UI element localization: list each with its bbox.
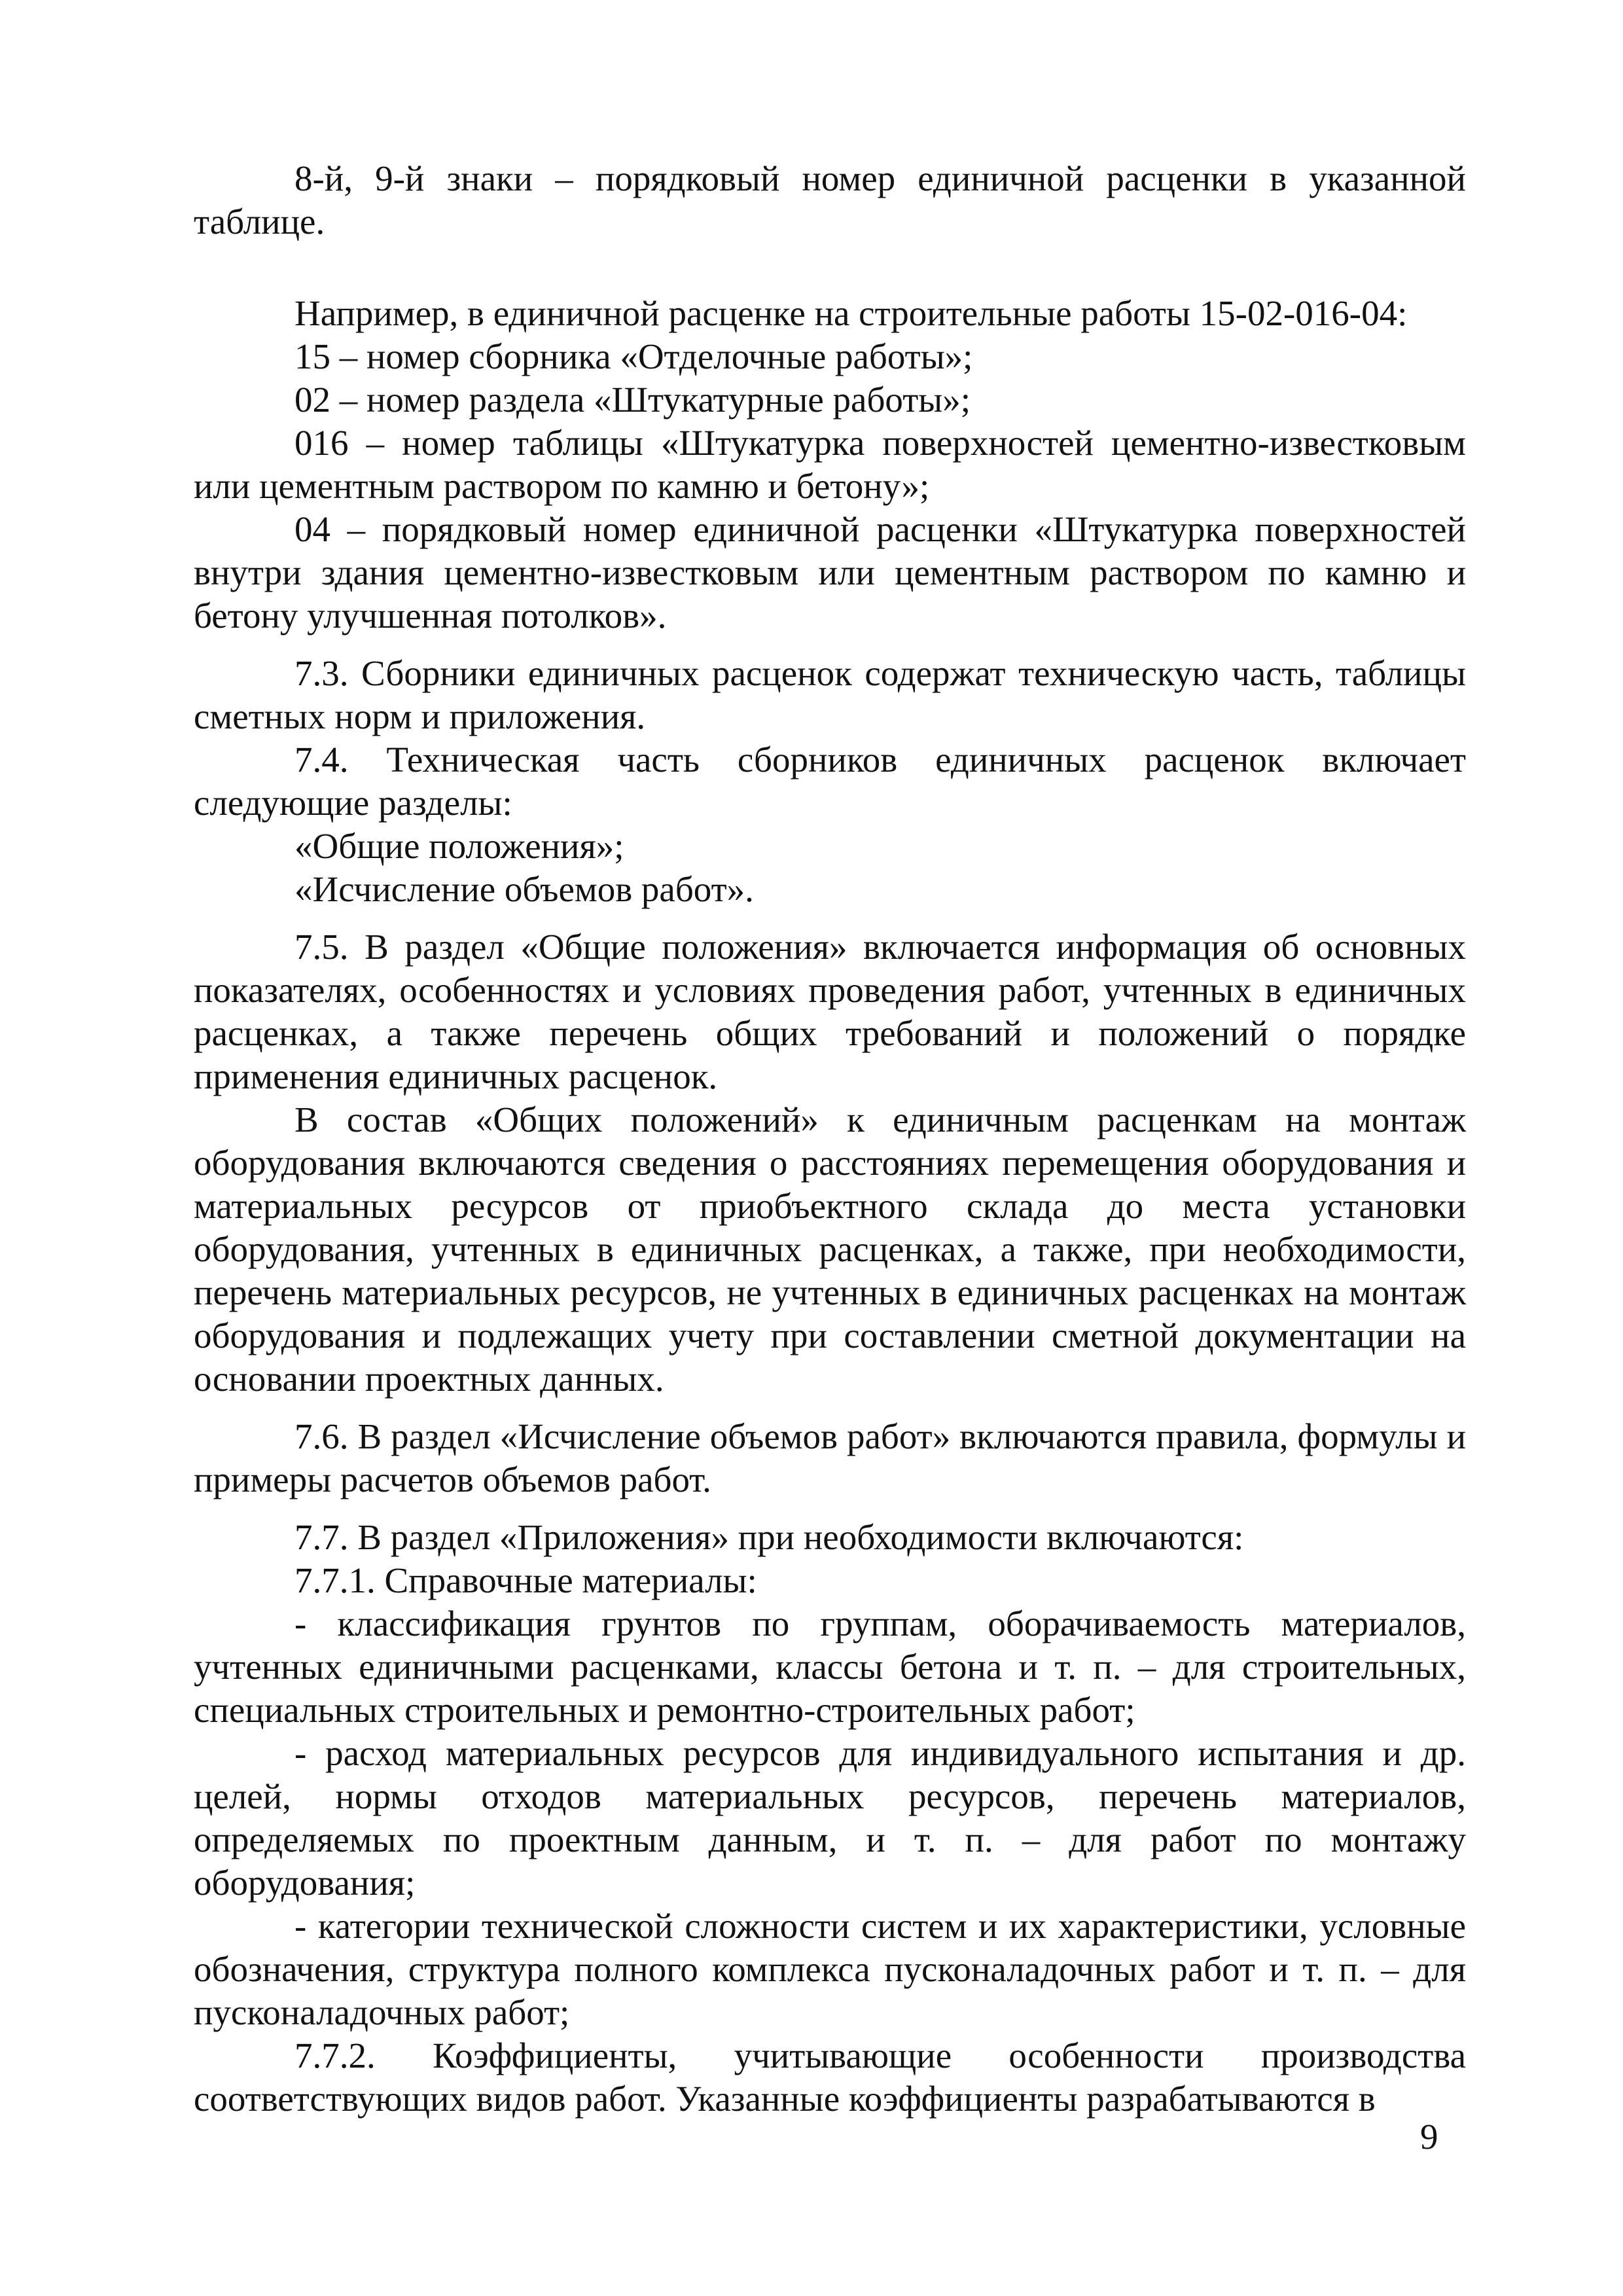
paragraph-example-02: 02 – номер раздела «Штукатурные работы»; <box>294 380 971 420</box>
document-page <box>194 157 1466 2121</box>
paragraph-7-3: 7.3. Сборники единичных расценок содержат техническую часть, таблицы сметных норм и приложения. <box>194 653 1466 736</box>
paragraph-7-4-item-volumes: «Исчисление объемов работ». <box>294 869 754 909</box>
paragraph-example-04: 04 – порядковый номер единичной расценки «Штукатурка поверхностей внутри здания цементно-известковым или цементным раствором по камню и бетону улучшенная потолков». <box>194 509 1466 636</box>
page-number: 9 <box>1420 2117 1438 2157</box>
list-item-technical-complexity: - категории технической сложности систем и их характеристики, условные обозначения, структура полного комплекса пусконаладочных работ и т. п. – для пусконаладочных работ; <box>194 1906 1466 2032</box>
list-item-soil-classification: - классификация грунтов по группам, оборачиваемость материалов, учтенных единичными расценками, классы бетона и т. п. – для строительных, специальных строительных и ремонтно-строительных работ; <box>194 1604 1466 1730</box>
paragraph-7-5-equipment: В состав «Общих положений» к единичным расценкам на монтаж оборудования включаются сведения о расстояниях перемещения оборудования и материальных ресурсов от приобъектного склада до места установки оборудования, учтенных в единичных расценках, а также, при необходимости, перечень материальных ресурсов, не учтенных в единичных расценках на монтаж оборудования и подлежащих учету при составлении сметной документации на основании проектных данных. <box>194 1100 1466 1399</box>
paragraph-7-5: 7.5. В раздел «Общие положения» включается информация об основных показателях, особенностях и условиях проведения работ, учтенных в единичных расценках, а также перечень общих требований и положений о порядке применения единичных расценок. <box>194 927 1466 1096</box>
paragraph-example-016: 016 – номер таблицы «Штукатурка поверхностей цементно-известковым или цементным раствором по камню и бетону»; <box>194 423 1466 506</box>
list-item-material-consumption: - расход материальных ресурсов для индивидуального испытания и др. целей, нормы отходов материальных ресурсов, перечень материалов, определяемых по проектным данным, и т. п. – для работ по монтажу оборудования; <box>194 1733 1466 1903</box>
paragraph-signs-8-9: 8-й, 9-й знаки – порядковый номер единичной расценки в указанной таблице. <box>194 158 1466 242</box>
paragraph-7-4: 7.4. Техническая часть сборников единичных расценок включает следующие разделы: <box>194 740 1466 823</box>
paragraph-7-6: 7.6. В раздел «Исчисление объемов работ» включаются правила, формулы и примеры расчетов объемов работ. <box>194 1416 1466 1499</box>
paragraph-example-15: 15 – номер сборника «Отделочные работы»; <box>294 336 973 376</box>
paragraph-7-7-1: 7.7.1. Справочные материалы: <box>294 1560 757 1600</box>
paragraph-7-4-item-general: «Общие положения»; <box>294 826 624 866</box>
paragraph-7-7-2: 7.7.2. Коэффициенты, учитывающие особенности производства соответствующих видов работ. Указанные коэффициенты разрабатываются в <box>194 2036 1466 2119</box>
paragraph-7-7: 7.7. В раздел «Приложения» при необходимости включаются: <box>294 1517 1244 1557</box>
paragraph-example-intro: Например, в единичной расценке на строительные работы 15-02-016-04: <box>294 293 1408 333</box>
